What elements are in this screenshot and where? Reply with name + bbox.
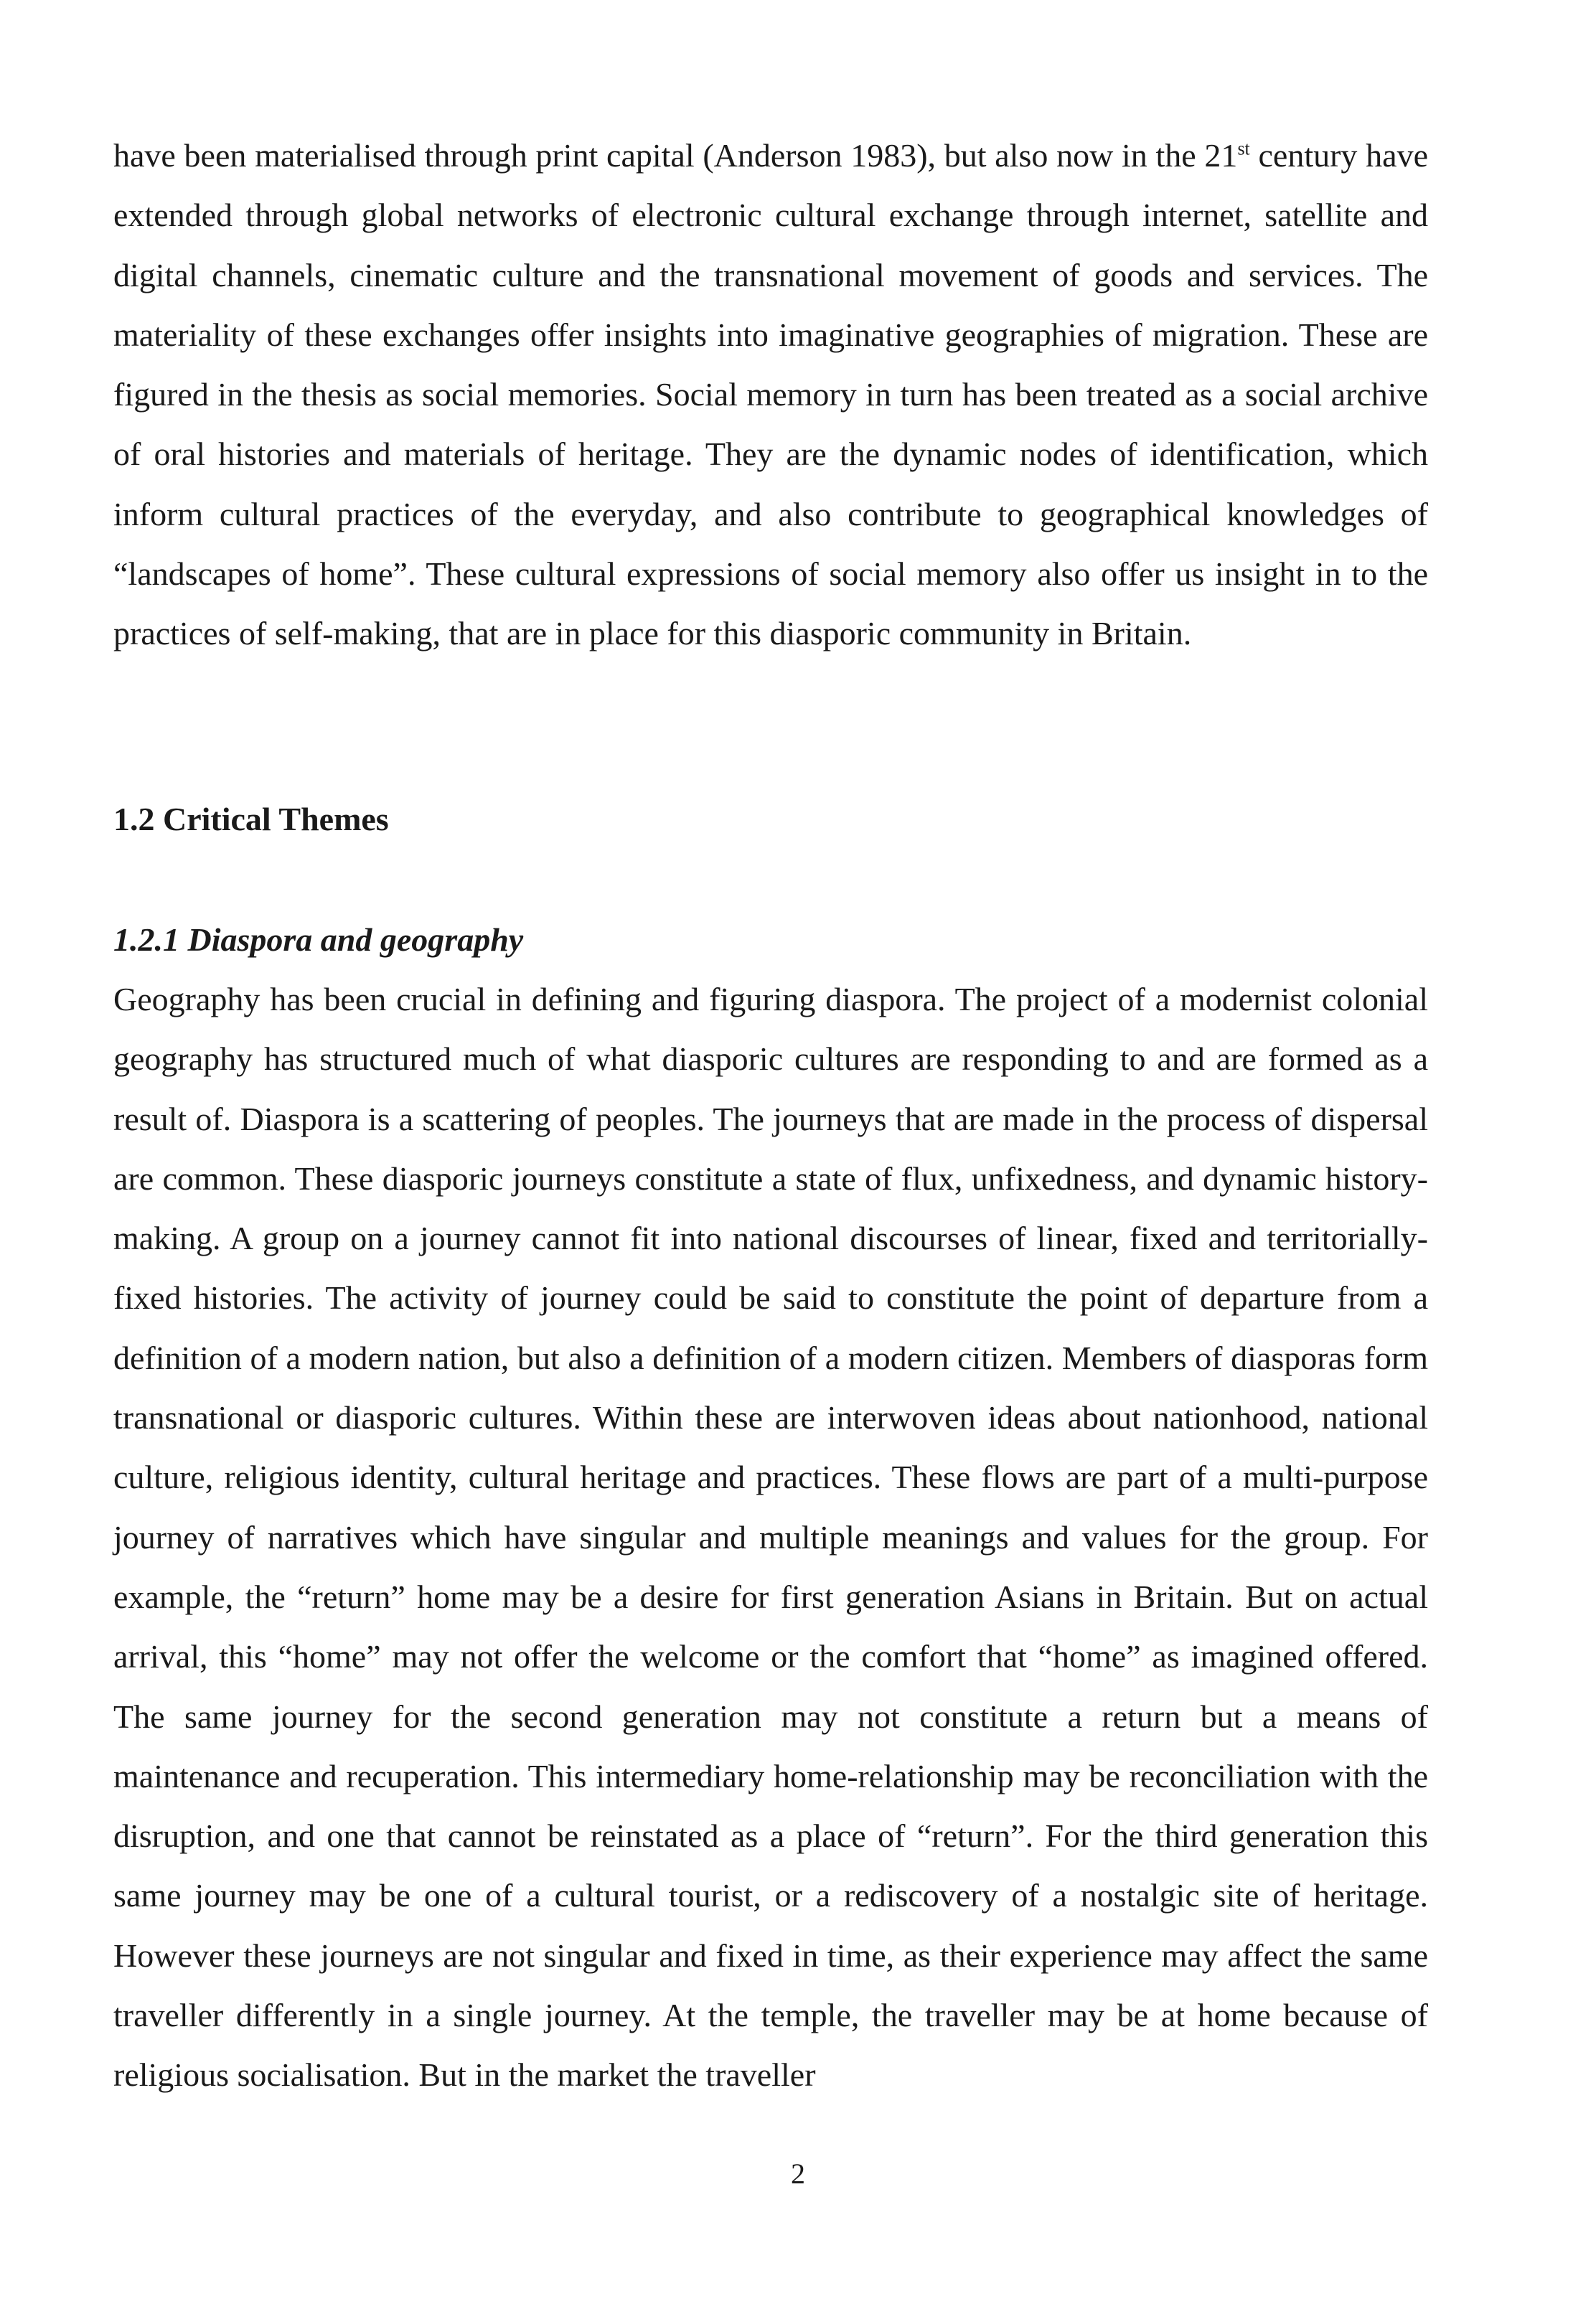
paragraph-2: Geography has been crucial in defining and figuring diaspora. The project of a modernist colonial geography has structured much of what diasporic cultures are responding to and are formed as a result of. Diaspora is a scattering of peoples. The journeys that are made in the process of dispersal are common. These diasporic journeys constitute a state of flux, unfixedness, and dynamic history-making. A group on a journey cannot fit into national discourses of linear, fixed and territorially-fixed histories. The activity of journey could be said to constitute the point of departure from a definition of a modern nation, but also a definition of a modern citizen. Members of diasporas form transnational or diasporic cultures. Within these are interwoven ideas about nationhood, national culture, religious identity, cultural heritage and practices. These flows are part of a multi-purpose journey of narratives which have singular and multiple meanings and values for the group. For example, the “return” home may be a desire for first generation Asians in Britain. But on actual arrival, this “home” may not offer the welcome or the comfort that “home” as imagined offered. The same journey for the second generation may not constitute a return but a means of maintenance and recuperation. This intermediary home-relationship may be reconciliation with the disruption, and one that cannot be reinstated as a place of “return”. For the third generation this same journey may be one of a cultural tourist, or a rediscovery of a nostalgic site of heritage. However these journeys are not singular and fixed in time, as their experience may affect the same traveller differently in a single journey. At the temple, the traveller may be at home because of religious socialisation. But in the market the traveller xyxy=(113,981,1428,2094)
paragraph-1-text-start: have been materialised through print capital (Anderson 1983), but also now in the 21 xyxy=(113,137,1238,174)
paragraph-1 xyxy=(113,126,1428,664)
paragraph-1-text-rest: century have extended through global networks of electronic cultural exchange through internet, satellite and digital channels, cinematic culture and the transnational movement of goods and services. The materiality of these exchanges offer insights into imaginative geographies of migration. These are figured in the thesis as social memories. Social memory in turn has been treated as a social archive of oral histories and materials of heritage. They are the dynamic nodes of identification, which inform cultural practices of the everyday, and also contribute to geographical knowledges of “landscapes of home”. These cultural expressions of social memory also offer us insight in to the practices of self-making, that are in place for this diasporic community in Britain. xyxy=(113,137,1428,652)
ordinal-superscript: st xyxy=(1237,138,1250,159)
section-heading: 1.2 Critical Themes xyxy=(113,801,389,837)
subsection-heading: 1.2.1 Diaspora and geography xyxy=(113,921,524,958)
page-number: 2 xyxy=(791,2158,805,2190)
